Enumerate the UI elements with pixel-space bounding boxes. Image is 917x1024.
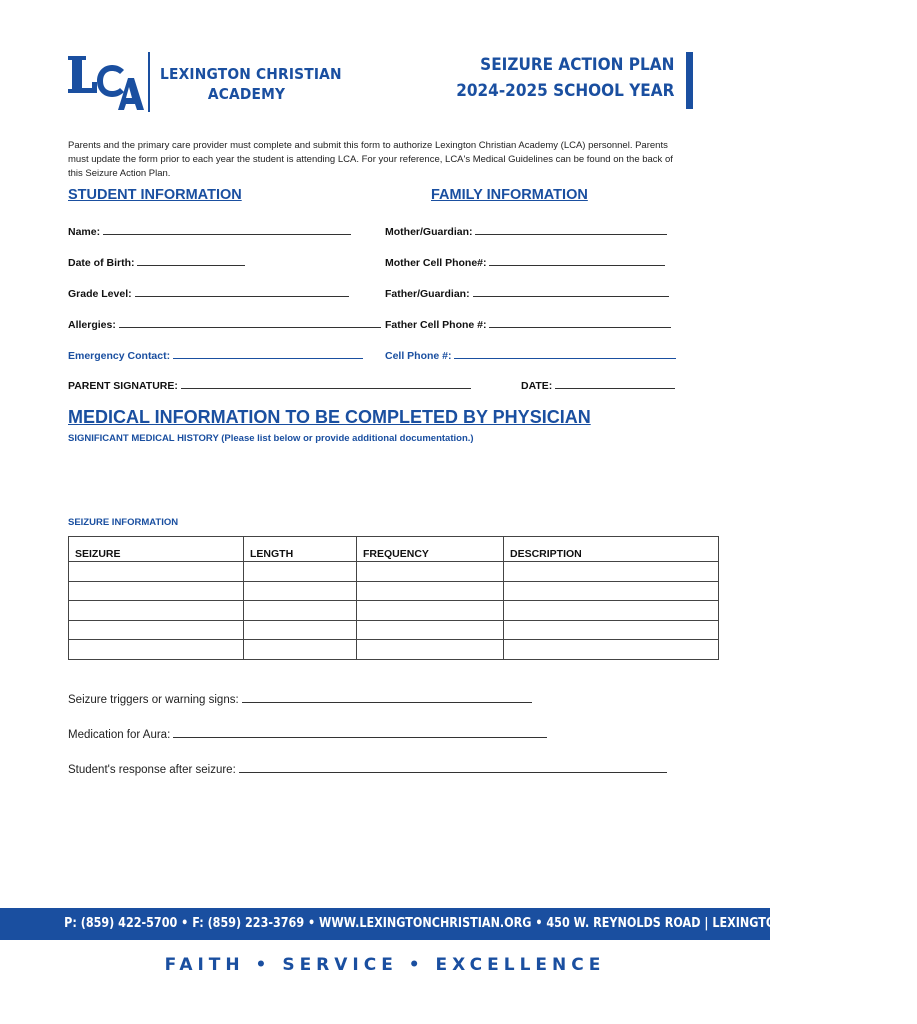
allergies-field[interactable] — [68, 317, 381, 331]
dob-input-line[interactable] — [137, 255, 245, 266]
grade-field[interactable] — [68, 286, 349, 300]
date-label: DATE: — [521, 380, 553, 392]
col-seizure: SEIZURE — [69, 537, 244, 562]
triggers-field[interactable] — [68, 691, 532, 706]
table-cell[interactable] — [504, 601, 719, 621]
form-title — [456, 52, 674, 104]
aura-field[interactable] — [68, 726, 547, 741]
col-description: DESCRIPTION — [504, 537, 719, 562]
grade-input-line[interactable] — [135, 286, 349, 297]
dob-label: Date of Birth: — [68, 257, 135, 269]
triggers-input-line[interactable] — [242, 691, 532, 703]
table-cell[interactable] — [357, 562, 504, 582]
table-cell[interactable] — [504, 640, 719, 660]
table-cell[interactable] — [244, 640, 357, 660]
table-cell[interactable] — [357, 581, 504, 601]
emergency-input-line[interactable] — [173, 348, 363, 359]
table-cell[interactable] — [357, 620, 504, 640]
table-cell[interactable] — [504, 620, 719, 640]
table-header-row — [69, 537, 719, 562]
family-info-heading: FAMILY INFORMATION — [431, 187, 588, 203]
father-label: Father/Guardian: — [385, 288, 470, 300]
date-field[interactable] — [521, 378, 675, 392]
intro-paragraph: Parents and the primary care provider must complete and submit this form to authorize Lexington Christian Academy (LCA) personnel. Parents must update the form prior to each year the student is attending LCA. For your reference, LCA's Medical Guidelines can be found on the back of this Seizure Action Plan. — [68, 140, 673, 179]
table-cell[interactable] — [244, 562, 357, 582]
response-label: Student's response after seizure: — [68, 764, 236, 776]
school-name-line1: LEXINGTON CHRISTIAN — [160, 65, 342, 83]
mother-label: Mother/Guardian: — [385, 226, 473, 238]
footer-contact — [0, 908, 853, 940]
seizure-table — [68, 536, 719, 660]
table-cell[interactable] — [504, 562, 719, 582]
title-accent-bar — [686, 52, 693, 109]
col-frequency: FREQUENCY — [357, 537, 504, 562]
form-title-line2: 2024-2025 SCHOOL YEAR — [455, 81, 674, 101]
name-field[interactable] — [68, 224, 351, 238]
medical-history-label: SIGNIFICANT MEDICAL HISTORY (Please list below or provide additional documentation.) — [68, 433, 474, 444]
triggers-label: Seizure triggers or warning signs: — [68, 694, 239, 706]
seizure-info-label: SEIZURE INFORMATION — [68, 517, 179, 528]
allergies-input-line[interactable] — [119, 317, 381, 328]
grade-label: Grade Level: — [68, 288, 132, 300]
father-cell-input-line[interactable] — [489, 317, 671, 328]
table-row — [69, 620, 719, 640]
cell-input-line[interactable] — [454, 348, 676, 359]
father-cell-field[interactable] — [385, 317, 671, 331]
table-row — [69, 581, 719, 601]
date-input-line[interactable] — [555, 378, 675, 389]
father-field[interactable] — [385, 286, 669, 300]
table-cell[interactable] — [244, 601, 357, 621]
aura-input-line[interactable] — [173, 726, 547, 738]
table-cell[interactable] — [504, 581, 719, 601]
parent-signature-label: PARENT SIGNATURE: — [68, 380, 178, 392]
emergency-label: Emergency Contact: — [68, 350, 171, 362]
mother-cell-input-line[interactable] — [489, 255, 665, 266]
motto: FAITH • SERVICE • EXCELLENCE — [164, 955, 606, 975]
table-cell[interactable] — [357, 640, 504, 660]
table-cell[interactable] — [69, 581, 244, 601]
table-row — [69, 640, 719, 660]
school-name-line2: ACADEMY — [207, 85, 286, 103]
dob-field[interactable] — [68, 255, 245, 269]
father-input-line[interactable] — [473, 286, 669, 297]
form-title-line1: SEIZURE ACTION PLAN — [479, 55, 674, 75]
allergies-label: Allergies: — [68, 319, 116, 331]
table-cell[interactable] — [69, 640, 244, 660]
mother-field[interactable] — [385, 224, 667, 238]
mother-input-line[interactable] — [475, 224, 667, 235]
response-field[interactable] — [68, 761, 667, 776]
col-length: LENGTH — [244, 537, 357, 562]
table-row — [69, 562, 719, 582]
footer-contact-text: P: (859) 422-5700 • F: (859) 223-3769 • WWW.LEXINGTONCHRISTIAN.ORG • 450 W. REYNOLDS ROAD | LEXINGTON, KY 40503 — [64, 916, 853, 931]
name-input-line[interactable] — [103, 224, 351, 235]
aura-label: Medication for Aura: — [68, 729, 171, 741]
parent-signature-field[interactable] — [68, 378, 471, 392]
emergency-contact-field[interactable] — [68, 348, 363, 362]
table-cell[interactable] — [69, 562, 244, 582]
cell-phone-field[interactable] — [385, 348, 676, 362]
response-input-line[interactable] — [239, 761, 667, 773]
table-cell[interactable] — [69, 620, 244, 640]
mother-cell-field[interactable] — [385, 255, 665, 269]
logo-divider — [148, 52, 150, 112]
table-cell[interactable] — [69, 601, 244, 621]
mother-cell-label: Mother Cell Phone#: — [385, 257, 487, 269]
father-cell-label: Father Cell Phone #: — [385, 319, 487, 331]
medical-heading: MEDICAL INFORMATION TO BE COMPLETED BY PHYSICIAN — [68, 407, 591, 427]
signature-input-line[interactable] — [181, 378, 471, 389]
table-cell[interactable] — [244, 581, 357, 601]
cell-label: Cell Phone #: — [385, 350, 452, 362]
student-info-heading: STUDENT INFORMATION — [68, 187, 242, 203]
table-cell[interactable] — [244, 620, 357, 640]
table-row — [69, 601, 719, 621]
school-name — [160, 64, 342, 104]
lca-logo-icon — [66, 52, 142, 112]
name-label: Name: — [68, 226, 101, 238]
table-cell[interactable] — [357, 601, 504, 621]
